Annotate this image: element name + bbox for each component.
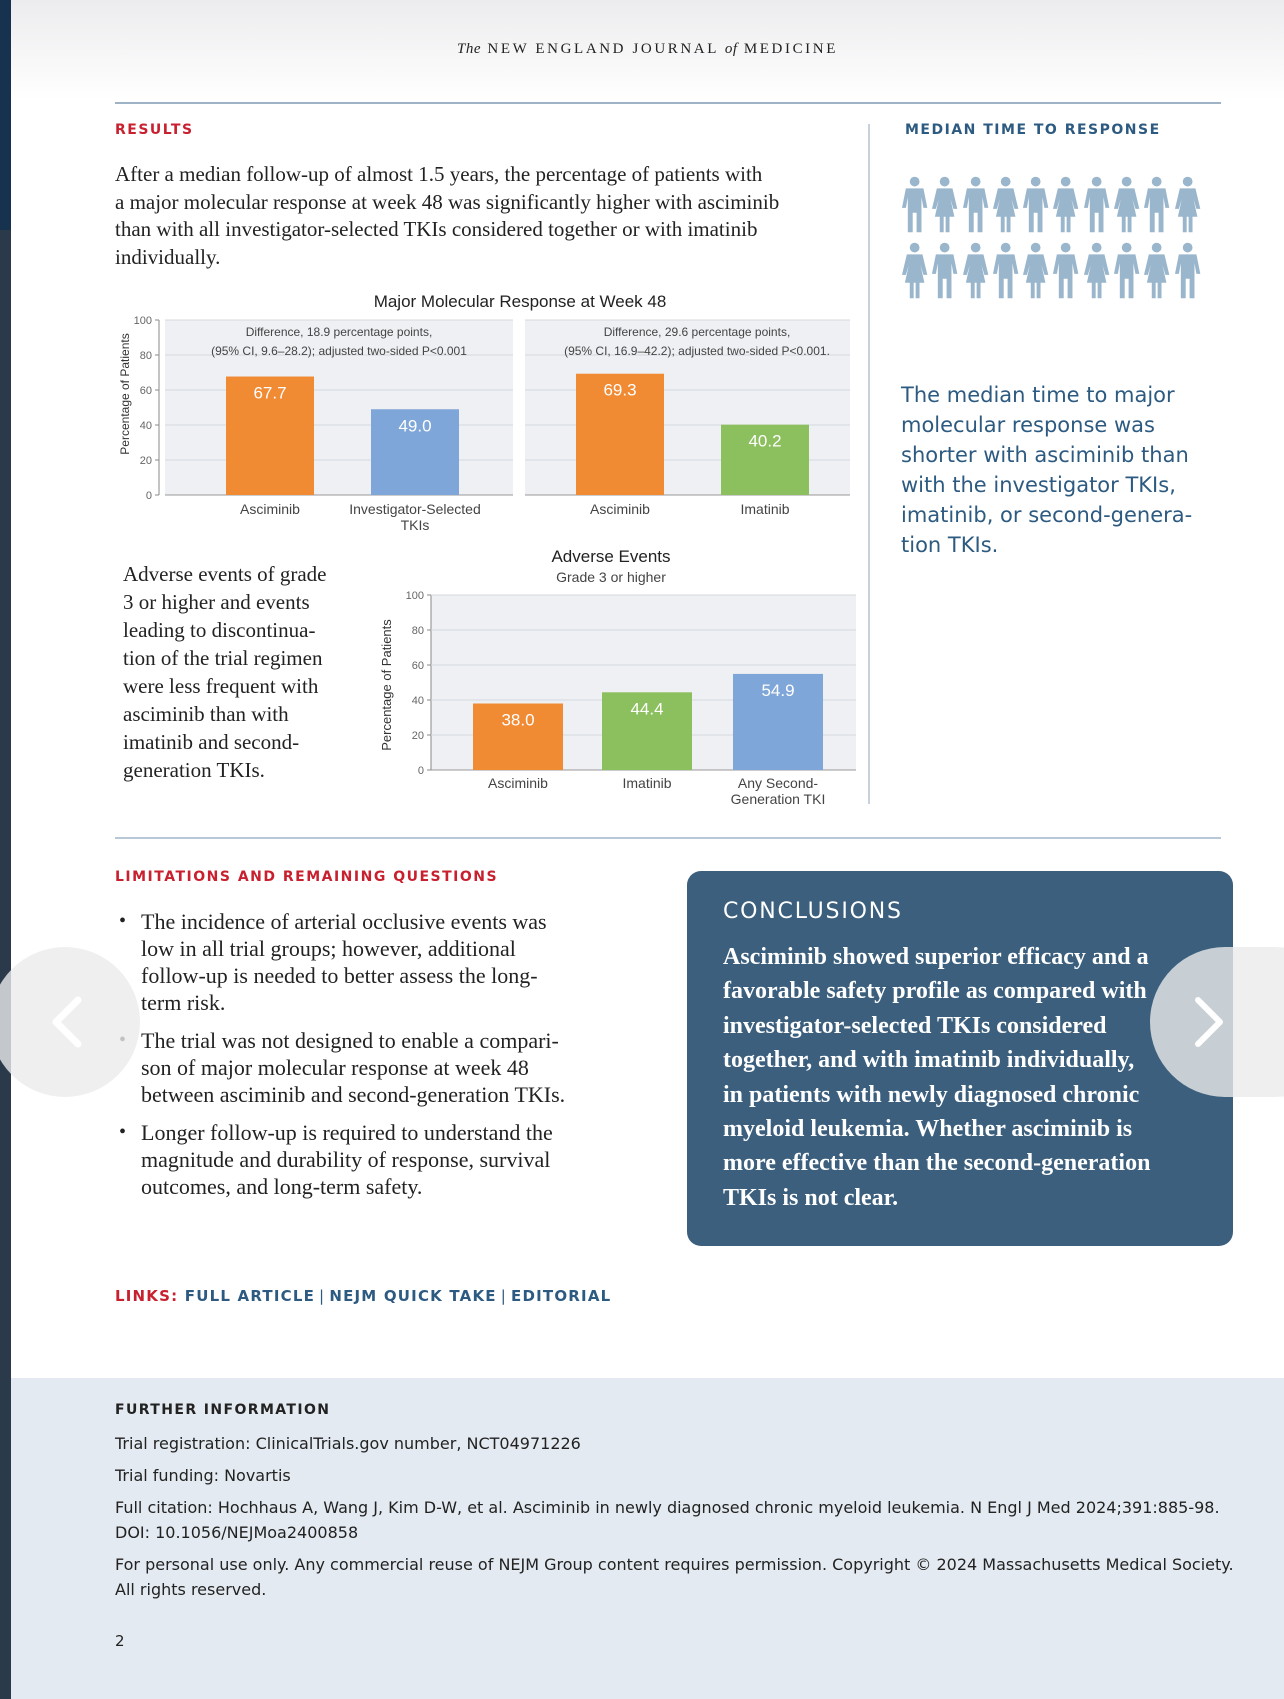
ae-category-label: Asciminib: [488, 775, 548, 791]
running-head-of: of: [724, 41, 738, 57]
mmr-chart: [115, 284, 865, 544]
mmr-panel2-note-1: Difference, 29.6 percentage points,: [603, 325, 791, 339]
median-text-line: tion TKIs.: [901, 533, 999, 557]
ae-tick-label: 20: [411, 730, 424, 742]
full-citation: [115, 1495, 1255, 1545]
mmr-p2-bar-value-label: 69.3: [603, 380, 637, 400]
median-text-line: with the investigator TKIs,: [901, 473, 1176, 497]
mmr-p1-category-label: TKIs: [400, 517, 430, 533]
copyright: [115, 1552, 1255, 1602]
link-separator: |: [500, 1287, 508, 1305]
conclusions-line: myeloid leukemia. Whether asciminib is: [723, 1116, 1133, 1143]
person-icon: [992, 175, 1019, 235]
median-text-line: imatinib, or second-genera-: [901, 503, 1193, 527]
ae-ylabel: Percentage of Patients: [379, 619, 394, 751]
conclusions-line: in patients with newly diagnosed chronic: [723, 1081, 1140, 1108]
limitations-label: LIMITATIONS AND REMAINING QUESTIONS: [115, 869, 499, 885]
person-icon: [1022, 175, 1049, 235]
median-text-line: shorter with asciminib than: [901, 443, 1189, 467]
ae-chart-title: Adverse Events: [551, 547, 671, 566]
person-icon: [1052, 241, 1079, 301]
ae-category-label: Generation TKI: [730, 791, 826, 807]
ae-text-line: imatinib and second-: [123, 730, 300, 754]
running-head-the: The: [457, 41, 482, 57]
limitation-line: • The trial was not designed to enable a compari-: [141, 1028, 559, 1053]
mmr-panel1-note-1: Difference, 18.9 percentage points,: [245, 325, 433, 339]
person-icon: [901, 175, 928, 235]
median-text-line: molecular response was: [901, 413, 1155, 437]
person-icon: [931, 241, 958, 301]
mmr-panel1-note-2: (95% CI, 9.6–28.2); adjusted two-sided P<0.001: [211, 344, 467, 358]
top-rule: [115, 102, 1221, 104]
further-info-title: FURTHER INFORMATION: [115, 1402, 331, 1418]
results-label: RESULTS: [115, 122, 194, 138]
ae-y-axis: [406, 590, 431, 777]
ae-tick-label: 100: [405, 590, 424, 602]
results-intro-line: After a median follow-up of almost 1.5 years, the percentage of patients with: [115, 162, 763, 186]
patient-figures: [901, 175, 1201, 307]
mmr-p1-category-label: Investigator-Selected: [349, 501, 481, 517]
link-full-article[interactable]: FULL ARTICLE: [184, 1287, 316, 1305]
limitation-item: [115, 1027, 645, 1108]
mmr-p2-category-label: Asciminib: [590, 501, 650, 517]
mmr-p1-bar-value-label: 49.0: [398, 416, 432, 436]
results-intro-line: individually.: [115, 244, 221, 269]
running-head-journal: NEW ENGLAND JOURNAL: [487, 41, 719, 57]
mmr-tick-label: 100: [133, 315, 152, 327]
limitation-line: low in all trial groups; however, additional: [141, 936, 516, 961]
ae-tick-label: 40: [411, 695, 424, 707]
figure-row: [901, 241, 1201, 301]
ae-text-line: 3 or higher and events: [123, 590, 310, 614]
ae-text: [123, 560, 327, 784]
trial-funding: Trial funding: Novartis: [115, 1466, 291, 1485]
person-icon: [1174, 241, 1201, 301]
further-info-footer: [11, 1378, 1284, 1699]
conclusions-line: TKIs is not clear.: [723, 1184, 899, 1211]
links-label: LINKS:: [115, 1287, 179, 1305]
mmr-p1-bar-value-label: 67.7: [253, 383, 287, 403]
column-divider: [868, 124, 870, 804]
ae-text-line: tion of the trial regimen: [123, 646, 323, 670]
person-icon: [1022, 241, 1049, 301]
limitation-item: [115, 1119, 645, 1200]
limitation-line: between asciminib and second-generation TKIs.: [141, 1082, 566, 1107]
conclusions-line: Asciminib showed superior efficacy and a: [723, 944, 1149, 970]
ae-text-line: Adverse events of grade: [123, 562, 327, 586]
left-edge-strip: [0, 0, 11, 1699]
person-icon: [962, 175, 989, 235]
running-head: [11, 41, 1284, 58]
ae-category-label: Imatinib: [622, 775, 672, 791]
link-editorial[interactable]: EDITORIAL: [511, 1287, 612, 1305]
limitation-line: magnitude and durability of response, survival: [141, 1147, 551, 1172]
ae-tick-label: 0: [417, 765, 424, 777]
mmr-p1-category-label: Asciminib: [240, 501, 300, 517]
person-icon: [1113, 241, 1140, 301]
mmr-p2-category-label: Imatinib: [740, 501, 790, 517]
mmr-y-axis: [134, 315, 159, 502]
copyright-line: For personal use only. Any commercial reuse of NEJM Group content requires permission. Copyright © 2024 Massachusetts Medical Society.: [115, 1555, 1234, 1574]
limitation-line: son of major molecular response at week 48: [141, 1055, 529, 1080]
further-info-content: [115, 1402, 1255, 1609]
person-icon: [1052, 175, 1079, 235]
ae-category-label: Any Second-: [737, 775, 819, 791]
ae-text-line: asciminib than with: [123, 702, 289, 726]
conclusions-line: favorable safety profile as compared with: [723, 978, 1147, 1005]
middle-rule: [115, 837, 1221, 839]
person-icon: [931, 175, 958, 235]
chevron-left-icon: [38, 992, 98, 1052]
limitations-list: [115, 908, 645, 1211]
mmr-tick-label: 0: [145, 490, 152, 502]
links-bar: [115, 1287, 611, 1305]
ae-bar-value-label: 54.9: [761, 680, 795, 700]
limitation-line: • Longer follow-up is required to understand the: [141, 1120, 553, 1145]
mmr-p2-bar-value-label: 40.2: [748, 431, 782, 451]
results-intro: [115, 161, 779, 271]
person-icon: [1083, 175, 1110, 235]
conclusions-line: together, and with imatinib individually,: [723, 1047, 1135, 1074]
median-label: MEDIAN TIME TO RESPONSE: [905, 122, 1161, 138]
mmr-tick-label: 20: [139, 455, 152, 467]
mmr-chart-title: Major Molecular Response at Week 48: [373, 292, 667, 311]
mmr-tick-label: 80: [139, 350, 152, 362]
limitation-line: term risk.: [141, 990, 226, 1015]
ae-chart-subtitle: Grade 3 or higher: [556, 569, 666, 585]
link-separator: |: [319, 1287, 326, 1305]
page-number: 2: [115, 1632, 125, 1650]
conclusions-title: CONCLUSIONS: [723, 899, 903, 924]
conclusions-text: [723, 940, 1197, 1215]
mmr-panel2-note-2: (95% CI, 16.9–42.2); adjusted two-sided P<0.001.: [564, 344, 830, 358]
conclusions-box: [687, 871, 1233, 1246]
ae-bar-value-label: 38.0: [501, 710, 535, 730]
copyright-line: All rights reserved.: [115, 1580, 267, 1599]
page: [11, 0, 1284, 1699]
person-icon: [1143, 241, 1170, 301]
chevron-right-icon: [1180, 992, 1240, 1052]
person-icon: [901, 241, 928, 301]
limitation-item: [115, 908, 645, 1016]
median-text-line: The median time to major: [901, 383, 1175, 407]
limitation-line: • The incidence of arterial occlusive events was: [141, 909, 547, 934]
results-intro-line: than with all investigator-selected TKIs considered together or with imatinib: [115, 217, 758, 241]
ae-text-line: generation TKIs.: [123, 758, 265, 782]
ae-bar-value-label: 44.4: [630, 699, 664, 719]
figure-row: [901, 175, 1201, 235]
running-head-medicine: MEDICINE: [743, 41, 838, 57]
person-icon: [1174, 175, 1201, 235]
citation-line: Full citation: Hochhaus A, Wang J, Kim D-W, et al. Asciminib in newly diagnosed chronic myeloid leukemia. N Engl J Med 2024;391:885-98.: [115, 1498, 1220, 1517]
mmr-tick-label: 40: [139, 420, 152, 432]
person-icon: [1083, 241, 1110, 301]
median-text: [901, 380, 1211, 560]
conclusions-line: investigator-selected TKIs considered: [723, 1012, 1107, 1039]
limitation-line: outcomes, and long-term safety.: [141, 1174, 423, 1199]
limitation-line: follow-up is needed to better assess the long-: [141, 963, 538, 988]
citation-doi: DOI: 10.1056/NEJMoa2400858: [115, 1523, 359, 1542]
person-icon: [992, 241, 1019, 301]
person-icon: [962, 241, 989, 301]
results-intro-line: a major molecular response at week 48 was significantly higher with asciminib: [115, 189, 780, 214]
ae-chart: [371, 545, 861, 820]
ae-tick-label: 80: [411, 625, 424, 637]
ae-tick-label: 60: [411, 660, 424, 672]
mmr-tick-label: 60: [139, 385, 152, 397]
mmr-ylabel: Percentage of Patients: [118, 333, 132, 455]
ae-text-line: were less frequent with: [123, 674, 319, 698]
person-icon: [1113, 175, 1140, 235]
link-quick-take[interactable]: NEJM QUICK TAKE: [329, 1287, 497, 1305]
person-icon: [1143, 175, 1170, 235]
ae-text-line: leading to discontinua-: [123, 618, 316, 642]
conclusions-line: more effective than the second-generation: [723, 1150, 1151, 1177]
trial-registration: Trial registration: ClinicalTrials.gov number, NCT04971226: [115, 1434, 581, 1453]
